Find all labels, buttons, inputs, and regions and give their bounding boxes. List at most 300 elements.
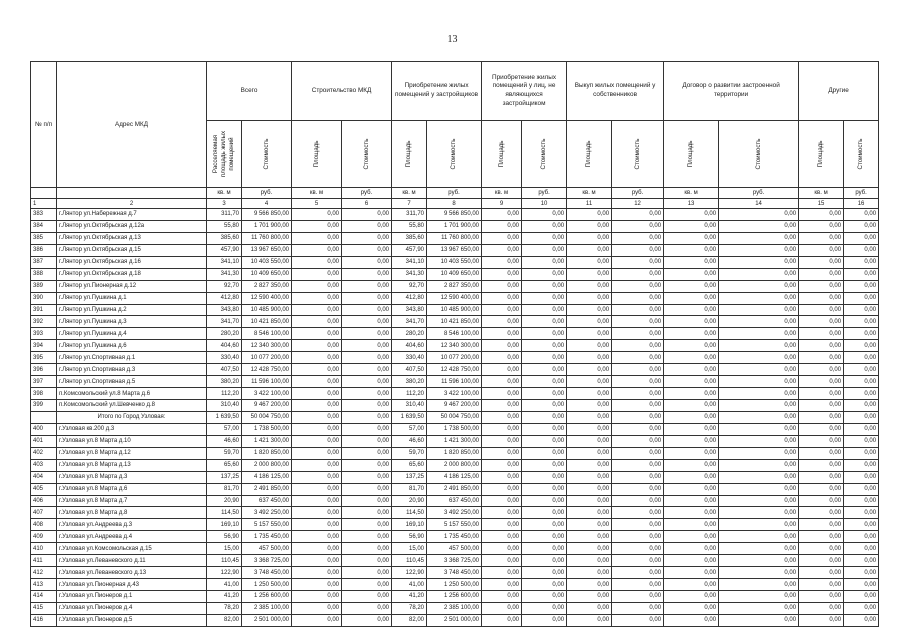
developer-area-cell: 78,20 [392,602,427,614]
zero-area-cell: 0,00 [799,400,844,412]
developer-cost-cell: 2 501 000,00 [427,614,482,626]
subheader-cost: Стоимость [522,121,567,188]
zero-cost-cell: 0,00 [844,495,879,507]
address-cell: г.Лянтор ул.Октябрьская д.16 [57,256,207,268]
unit-cell: руб. [242,188,292,199]
zero-area-cell: 0,00 [567,340,612,352]
zero-cost-cell: 0,00 [522,400,567,412]
zero-cost-cell: 0,00 [522,483,567,495]
zero-area-cell: 0,00 [664,268,719,280]
developer-area-cell: 412,80 [392,292,427,304]
row-number: 390 [31,292,57,304]
column-number: 2 [57,199,207,209]
zero-area-cell: 0,00 [567,209,612,221]
developer-area-cell: 457,90 [392,244,427,256]
zero-area-cell: 0,00 [799,316,844,328]
zero-area-cell: 0,00 [664,471,719,483]
construction-cost-cell: 0,00 [342,292,392,304]
zero-area-cell: 0,00 [664,435,719,447]
zero-cost-cell: 0,00 [522,328,567,340]
construction-area-cell: 0,00 [292,531,342,543]
zero-area-cell: 0,00 [799,579,844,591]
zero-cost-cell: 0,00 [522,423,567,435]
construction-area-cell: 0,00 [292,567,342,579]
developer-area-cell: 1 639,50 [392,411,427,423]
construction-area-cell: 0,00 [292,483,342,495]
zero-area-cell: 0,00 [482,519,522,531]
subheader-area: Площадь [799,121,844,188]
total-cost-cell: 1 820 850,00 [242,447,292,459]
zero-cost-cell: 0,00 [612,352,664,364]
zero-area-cell: 0,00 [482,232,522,244]
unit-cell: кв. м [799,188,844,199]
row-number: 398 [31,388,57,400]
construction-area-cell: 0,00 [292,471,342,483]
construction-cost-cell: 0,00 [342,602,392,614]
developer-area-cell: 122,90 [392,567,427,579]
table-row [31,447,879,459]
zero-area-cell: 0,00 [799,376,844,388]
row-number: 383 [31,209,57,221]
table-header [31,62,879,209]
construction-cost-cell: 0,00 [342,268,392,280]
zero-cost-cell: 0,00 [844,555,879,567]
zero-area-cell: 0,00 [567,507,612,519]
subheader-area: Площадь [292,121,342,188]
construction-cost-cell: 0,00 [342,579,392,591]
header-group-buyout: Выкуп жилых помещений у собственников [567,62,664,121]
subheader-area: Площадь [392,121,427,188]
zero-area-cell: 0,00 [567,388,612,400]
zero-cost-cell: 0,00 [522,340,567,352]
construction-area-cell: 0,00 [292,447,342,459]
row-number: 392 [31,316,57,328]
zero-cost-cell: 0,00 [719,316,799,328]
page-number: 13 [447,34,458,45]
zero-cost-cell: 0,00 [719,232,799,244]
row-number: 395 [31,352,57,364]
table-row [31,483,879,495]
zero-cost-cell: 0,00 [844,316,879,328]
zero-cost-cell: 0,00 [522,376,567,388]
developer-cost-cell: 11 596 100,00 [427,376,482,388]
developer-area-cell: 81,70 [392,483,427,495]
zero-area-cell: 0,00 [664,411,719,423]
total-area-cell: 280,20 [207,328,242,340]
total-cost-cell: 10 421 850,00 [242,316,292,328]
construction-area-cell: 0,00 [292,328,342,340]
column-number: 11 [567,199,612,209]
table-row [31,256,879,268]
total-cost-cell: 5 157 550,00 [242,519,292,531]
zero-cost-cell: 0,00 [719,423,799,435]
zero-area-cell: 0,00 [664,495,719,507]
total-area-cell: 15,00 [207,543,242,555]
construction-area-cell: 0,00 [292,209,342,221]
construction-cost-cell: 0,00 [342,483,392,495]
zero-cost-cell: 0,00 [612,459,664,471]
total-area-cell: 1 639,50 [207,411,242,423]
developer-cost-cell: 10 077 200,00 [427,352,482,364]
total-cost-cell: 1 738 500,00 [242,423,292,435]
developer-cost-cell: 1 250 500,00 [427,579,482,591]
column-number: 14 [719,199,799,209]
row-number: 400 [31,423,57,435]
zero-cost-cell: 0,00 [612,304,664,316]
address-cell: г.Узловая ул.Леваневского д.13 [57,567,207,579]
total-area-cell: 122,90 [207,567,242,579]
construction-cost-cell: 0,00 [342,244,392,256]
column-number: 13 [664,199,719,209]
zero-cost-cell: 0,00 [719,340,799,352]
total-cost-cell: 1 735 450,00 [242,531,292,543]
zero-area-cell: 0,00 [567,579,612,591]
zero-area-cell: 0,00 [799,352,844,364]
address-cell: г.Лянтор ул.Спортивная д.3 [57,364,207,376]
developer-cost-cell: 9 566 850,00 [427,209,482,221]
developer-cost-cell: 1 738 500,00 [427,423,482,435]
address-cell: г.Узловая ул.Андреева д.4 [57,531,207,543]
zero-cost-cell: 0,00 [844,268,879,280]
zero-area-cell: 0,00 [567,316,612,328]
table-row [31,352,879,364]
zero-area-cell: 0,00 [799,388,844,400]
zero-area-cell: 0,00 [482,411,522,423]
total-area-cell: 65,60 [207,459,242,471]
table-row [31,328,879,340]
zero-cost-cell: 0,00 [522,304,567,316]
total-cost-cell: 11 760 800,00 [242,232,292,244]
zero-area-cell: 0,00 [799,364,844,376]
row-number: 385 [31,232,57,244]
total-cost-cell: 9 467 200,00 [242,400,292,412]
row-number: 415 [31,602,57,614]
column-number: 4 [242,199,292,209]
developer-area-cell: 169,10 [392,519,427,531]
total-area-cell: 343,80 [207,304,242,316]
column-number: 15 [799,199,844,209]
address-cell: г.Узловая ул.Леваневского д.11 [57,555,207,567]
zero-area-cell: 0,00 [482,209,522,221]
unit-cell: руб. [342,188,392,199]
zero-cost-cell: 0,00 [522,220,567,232]
address-cell: г.Узловая кв.200 д.3 [57,423,207,435]
address-cell: г.Узловая ул.Пионеров д.5 [57,614,207,626]
construction-cost-cell: 0,00 [342,555,392,567]
zero-area-cell: 0,00 [799,459,844,471]
address-cell: г.Узловая ул.8 Марта д.3 [57,471,207,483]
zero-area-cell: 0,00 [664,579,719,591]
total-area-cell: 82,00 [207,614,242,626]
total-cost-cell: 2 000 800,00 [242,459,292,471]
total-area-cell: 341,70 [207,316,242,328]
zero-area-cell: 0,00 [664,256,719,268]
zero-area-cell: 0,00 [482,591,522,603]
construction-area-cell: 0,00 [292,555,342,567]
zero-cost-cell: 0,00 [844,256,879,268]
zero-cost-cell: 0,00 [522,591,567,603]
table-body [31,209,879,627]
developer-area-cell: 92,70 [392,280,427,292]
construction-area-cell: 0,00 [292,256,342,268]
table-row [31,435,879,447]
column-number: 5 [292,199,342,209]
table-row [31,555,879,567]
zero-cost-cell: 0,00 [612,435,664,447]
zero-cost-cell: 0,00 [844,411,879,423]
row-number: 399 [31,400,57,412]
zero-cost-cell: 0,00 [719,483,799,495]
zero-area-cell: 0,00 [799,471,844,483]
zero-area-cell: 0,00 [567,567,612,579]
address-cell: г.Лянтор ул.Октябрьская д.18 [57,268,207,280]
zero-area-cell: 0,00 [799,232,844,244]
total-area-cell: 404,60 [207,340,242,352]
zero-area-cell: 0,00 [799,280,844,292]
construction-cost-cell: 0,00 [342,471,392,483]
developer-cost-cell: 3 492 250,00 [427,507,482,519]
zero-cost-cell: 0,00 [612,388,664,400]
developer-cost-cell: 12 340 300,00 [427,340,482,352]
construction-area-cell: 0,00 [292,304,342,316]
zero-cost-cell: 0,00 [719,220,799,232]
zero-area-cell: 0,00 [567,352,612,364]
construction-cost-cell: 0,00 [342,519,392,531]
table-row [31,507,879,519]
subheader-area: Площадь [664,121,719,188]
address-cell: г.Лянтор ул.Пушкина д.1 [57,292,207,304]
total-cost-cell: 12 340 300,00 [242,340,292,352]
zero-cost-cell: 0,00 [522,352,567,364]
subheader-area: Площадь [482,121,522,188]
total-cost-cell: 3 422 100,00 [242,388,292,400]
construction-cost-cell: 0,00 [342,304,392,316]
zero-area-cell: 0,00 [664,519,719,531]
zero-cost-cell: 0,00 [612,495,664,507]
developer-cost-cell: 1 421 300,00 [427,435,482,447]
zero-cost-cell: 0,00 [844,591,879,603]
developer-area-cell: 41,20 [392,591,427,603]
row-number: 402 [31,447,57,459]
zero-cost-cell: 0,00 [612,471,664,483]
unit-cell: кв. м [292,188,342,199]
zero-cost-cell: 0,00 [522,495,567,507]
construction-cost-cell: 0,00 [342,591,392,603]
construction-area-cell: 0,00 [292,244,342,256]
zero-cost-cell: 0,00 [612,483,664,495]
construction-cost-cell: 0,00 [342,507,392,519]
total-area-cell: 137,25 [207,471,242,483]
row-number: 408 [31,519,57,531]
construction-area-cell: 0,00 [292,220,342,232]
address-cell: г.Лянтор ул.Пушкина д.4 [57,328,207,340]
total-area-cell: 110,45 [207,555,242,567]
total-cost-cell: 4 186 125,00 [242,471,292,483]
developer-area-cell: 310,40 [392,400,427,412]
zero-cost-cell: 0,00 [844,340,879,352]
zero-area-cell: 0,00 [482,495,522,507]
table-row [31,376,879,388]
zero-cost-cell: 0,00 [844,388,879,400]
zero-cost-cell: 0,00 [719,364,799,376]
construction-cost-cell: 0,00 [342,531,392,543]
zero-cost-cell: 0,00 [612,232,664,244]
unit-cell: кв. м [392,188,427,199]
zero-cost-cell: 0,00 [612,543,664,555]
row-number: 405 [31,483,57,495]
zero-cost-cell: 0,00 [612,328,664,340]
unit-cell [57,188,207,199]
zero-area-cell: 0,00 [799,591,844,603]
zero-cost-cell: 0,00 [719,459,799,471]
construction-area-cell: 0,00 [292,376,342,388]
zero-area-cell: 0,00 [664,591,719,603]
developer-cost-cell: 5 157 550,00 [427,519,482,531]
unit-cell: кв. м [664,188,719,199]
construction-cost-cell: 0,00 [342,364,392,376]
zero-area-cell: 0,00 [664,400,719,412]
zero-cost-cell: 0,00 [522,292,567,304]
zero-area-cell: 0,00 [567,280,612,292]
zero-area-cell: 0,00 [482,340,522,352]
zero-area-cell: 0,00 [799,567,844,579]
zero-area-cell: 0,00 [799,555,844,567]
zero-cost-cell: 0,00 [844,459,879,471]
zero-cost-cell: 0,00 [612,614,664,626]
unit-cell [31,188,57,199]
unit-cell: кв. м [482,188,522,199]
zero-cost-cell: 0,00 [522,555,567,567]
construction-cost-cell: 0,00 [342,423,392,435]
unit-cell: кв. м [567,188,612,199]
zero-area-cell: 0,00 [567,411,612,423]
zero-cost-cell: 0,00 [844,232,879,244]
table-row [31,244,879,256]
zero-area-cell: 0,00 [482,614,522,626]
subheader-cost: Стоимость [242,121,292,188]
zero-cost-cell: 0,00 [844,209,879,221]
zero-area-cell: 0,00 [567,543,612,555]
zero-area-cell: 0,00 [482,280,522,292]
zero-area-cell: 0,00 [664,292,719,304]
zero-cost-cell: 0,00 [522,280,567,292]
zero-cost-cell: 0,00 [719,292,799,304]
total-cost-cell: 1 256 600,00 [242,591,292,603]
zero-area-cell: 0,00 [567,423,612,435]
developer-area-cell: 59,70 [392,447,427,459]
total-area-cell: 380,20 [207,376,242,388]
header-group-total: Всего [207,62,292,121]
zero-cost-cell: 0,00 [844,292,879,304]
construction-area-cell: 0,00 [292,519,342,531]
row-number: 384 [31,220,57,232]
column-number: 9 [482,199,522,209]
header-group-construction: Строительство МКД [292,62,392,121]
header-group-developer: Приобретение жилых помещений у застройщиков [392,62,482,121]
total-area-cell: 311,70 [207,209,242,221]
developer-area-cell: 82,00 [392,614,427,626]
zero-area-cell: 0,00 [799,423,844,435]
construction-area-cell: 0,00 [292,495,342,507]
construction-area-cell: 0,00 [292,388,342,400]
zero-area-cell: 0,00 [482,304,522,316]
column-number: 12 [612,199,664,209]
developer-area-cell: 311,70 [392,209,427,221]
row-number: 397 [31,376,57,388]
developer-cost-cell: 9 467 200,00 [427,400,482,412]
zero-area-cell: 0,00 [664,543,719,555]
construction-area-cell: 0,00 [292,591,342,603]
zero-cost-cell: 0,00 [612,220,664,232]
construction-area-cell: 0,00 [292,614,342,626]
table-row [31,567,879,579]
developer-area-cell: 343,80 [392,304,427,316]
zero-area-cell: 0,00 [567,495,612,507]
zero-area-cell: 0,00 [482,567,522,579]
subheader-cost: Стоимость [719,121,799,188]
table-row [31,292,879,304]
developer-area-cell: 404,60 [392,340,427,352]
zero-cost-cell: 0,00 [844,447,879,459]
zero-area-cell: 0,00 [664,447,719,459]
row-number: 413 [31,579,57,591]
zero-area-cell: 0,00 [482,543,522,555]
address-cell: п.Комсомольский ул.Шевченко д.8 [57,400,207,412]
developer-cost-cell: 637 450,00 [427,495,482,507]
construction-area-cell: 0,00 [292,352,342,364]
total-cost-cell: 1 701 900,00 [242,220,292,232]
developer-area-cell: 280,20 [392,328,427,340]
total-area-cell: 112,20 [207,388,242,400]
zero-cost-cell: 0,00 [719,209,799,221]
row-number: 404 [31,471,57,483]
zero-cost-cell: 0,00 [522,471,567,483]
zero-cost-cell: 0,00 [612,268,664,280]
zero-cost-cell: 0,00 [522,435,567,447]
zero-cost-cell: 0,00 [719,304,799,316]
total-area-cell: 169,10 [207,519,242,531]
zero-cost-cell: 0,00 [719,447,799,459]
zero-area-cell: 0,00 [482,483,522,495]
zero-area-cell: 0,00 [567,435,612,447]
construction-cost-cell: 0,00 [342,495,392,507]
total-area-cell: 46,60 [207,435,242,447]
zero-cost-cell: 0,00 [612,292,664,304]
developer-cost-cell: 10 421 850,00 [427,316,482,328]
zero-cost-cell: 0,00 [522,411,567,423]
zero-area-cell: 0,00 [664,567,719,579]
zero-cost-cell: 0,00 [719,435,799,447]
zero-area-cell: 0,00 [567,471,612,483]
total-cost-cell: 2 491 850,00 [242,483,292,495]
total-area-cell: 55,80 [207,220,242,232]
zero-cost-cell: 0,00 [719,411,799,423]
zero-area-cell: 0,00 [482,579,522,591]
zero-area-cell: 0,00 [482,220,522,232]
zero-area-cell: 0,00 [664,614,719,626]
developer-area-cell: 341,30 [392,268,427,280]
zero-cost-cell: 0,00 [844,376,879,388]
developer-area-cell: 114,50 [392,507,427,519]
address-cell: г.Узловая ул.8 Марта д.8 [57,507,207,519]
row-number: 406 [31,495,57,507]
zero-area-cell: 0,00 [799,209,844,221]
subheader-cost: Стоимость [844,121,879,188]
construction-area-cell: 0,00 [292,543,342,555]
zero-cost-cell: 0,00 [719,328,799,340]
construction-area-cell: 0,00 [292,232,342,244]
total-cost-cell: 10 485 900,00 [242,304,292,316]
